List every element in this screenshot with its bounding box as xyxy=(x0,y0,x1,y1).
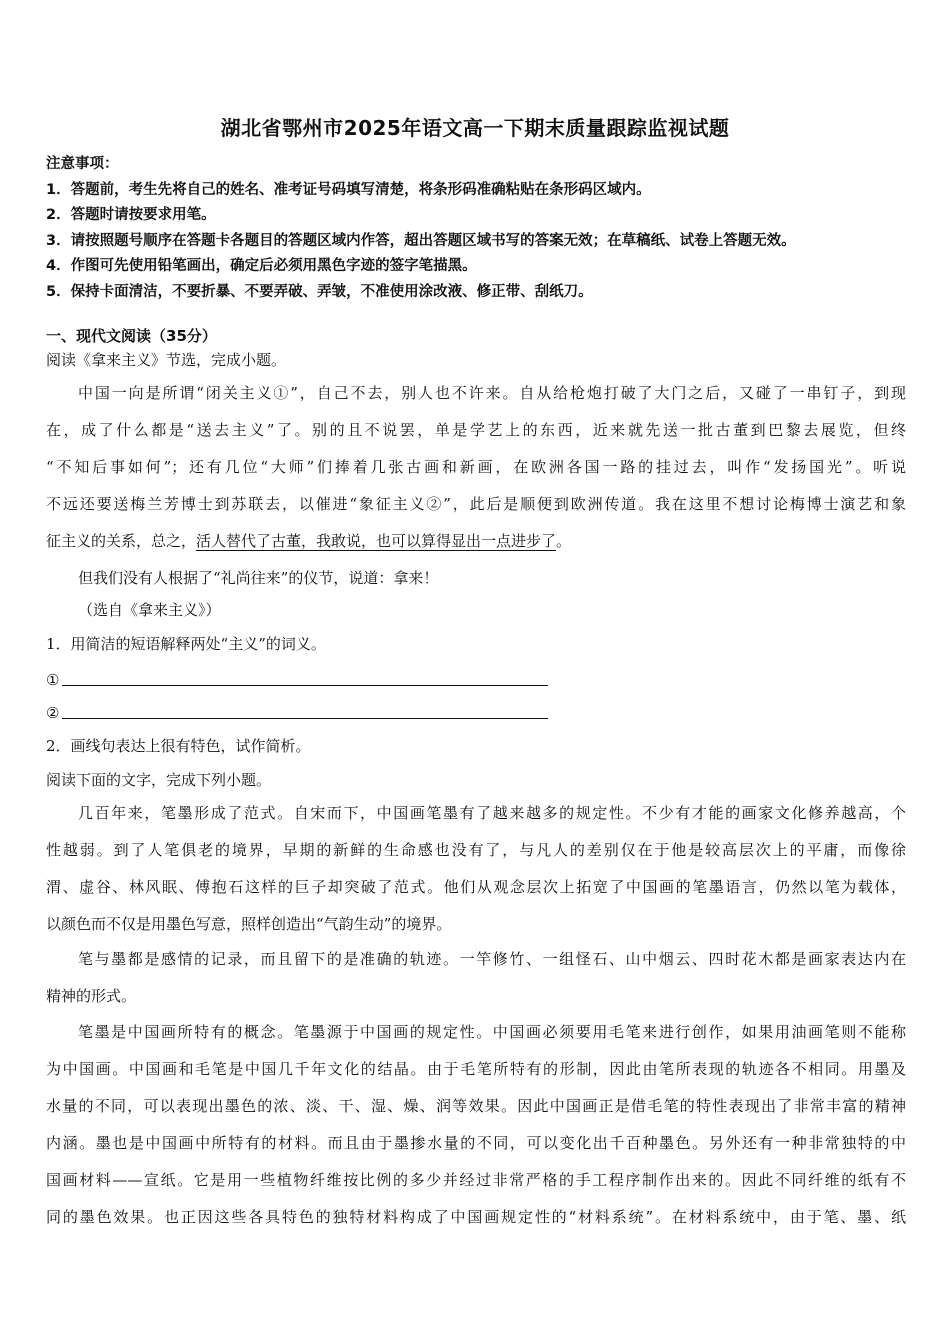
reading-intro: 阅读《拿来主义》节选，完成小题。 xyxy=(46,351,287,369)
passage-line: 中国一向是所谓“闭关主义①”，自己不去，别人也不许来。自从给枪炮打破了大门之后，又碰了一串钉子，到现 xyxy=(78,384,906,402)
section-heading: 一、现代文阅读（35分） xyxy=(46,327,217,345)
notice-item: 2．答题时请按要求用笔。 xyxy=(46,207,216,223)
passage-line: 为中国画。中国画和毛笔是中国几千年文化的结晶。由于毛笔所特有的形制，因此由笔所表现的轨迹各不相同。用墨及 xyxy=(46,1060,906,1078)
passage-line: 笔与墨都是感情的记录，而且留下的是准确的轨迹。一竿修竹、一组怪石、山中烟云、四时花木都是画家表达内在 xyxy=(78,950,906,968)
answer-blank-2[interactable] xyxy=(62,718,548,719)
answer-label: ② xyxy=(46,704,60,722)
passage-paragraph xyxy=(46,1014,906,1236)
underlined-sentence: 活人替代了古董，我敢说，也可以算得显出一点进步了 xyxy=(196,532,557,550)
page-title: 湖北省鄂州市2025年语文高一下期末质量跟踪监视试题 xyxy=(220,116,730,140)
passage-line: “不知后事如何”；还有几位“大师”们捧着几张古画和新画，在欧洲各国一路的挂过去，叫作“发扬国光”。听说 xyxy=(46,458,906,476)
passage-text: 征主义的关系，总之， xyxy=(46,532,197,550)
passage-line: 以颜色而不仅是用墨色写意，照样创造出“气韵生动”的境界。 xyxy=(46,915,452,933)
passage-line: 内涵。墨也是中国画中所特有的材料。而且由于墨掺水量的不同，可以变化出千百种墨色。另外还有一种非常独特的中 xyxy=(46,1134,906,1152)
notice-item: 5．保持卡面清洁，不要折暴、不要弄破、弄皱，不准使用涂改液、修正带、刮纸刀。 xyxy=(46,283,593,300)
passage-line: 国画材料——宣纸。它是用一些植物纤维按比例的多少并经过非常严格的手工程序制作出来的。因此不同纤维的纸有不 xyxy=(46,1171,906,1189)
notice-block xyxy=(46,152,916,305)
passage-line: 但我们没有人根据了“礼尚往来”的仪节，说道：拿来！ xyxy=(78,569,439,587)
passage-line: 同的墨色效果。也正因这些各具特色的独特材料构成了中国画规定性的“材料系统”。在材料系统中，由于笔、墨、纸 xyxy=(46,1208,906,1226)
source-note: （选自《拿来主义》） xyxy=(78,601,221,619)
passage-line: 精神的形式。 xyxy=(46,987,137,1005)
passage-line: 几百年来，笔墨形成了范式。自宋而下，中国画笔墨有了越来越多的规定性。不少有才能的画家文化修养越高，个 xyxy=(78,804,906,822)
passage-excerpt xyxy=(46,375,906,560)
answer-blank-1[interactable] xyxy=(62,685,548,686)
passage-line: 水量的不同，可以表现出墨色的浓、淡、干、湿、燥、润等效果。因此中国画正是借毛笔的特性表现出了非常丰富的精神 xyxy=(46,1097,906,1115)
reading-intro: 阅读下面的文字，完成下列小题。 xyxy=(46,771,272,789)
notice-item: 4．作图可先使用铅笔画出，确定后必须用黑色字迹的签字笔描黑。 xyxy=(46,258,477,274)
passage-line: 笔墨是中国画所特有的概念。笔墨源于中国画的规定性。中国画必须要用毛笔来进行创作，如果用油画笔则不能称 xyxy=(78,1023,906,1041)
answer-label: ① xyxy=(46,671,60,689)
passage-line xyxy=(46,523,906,560)
notice-item: 1．答题前，考生先将自己的姓名、准考证号码填写清楚，将条形码准确粘贴在条形码区域内。 xyxy=(46,181,651,198)
question-2: 2．画线句表达上很有特色，试作简析。 xyxy=(46,737,311,755)
passage-text: 。 xyxy=(556,532,572,550)
passage-paragraph xyxy=(46,941,906,1015)
question-1: 1．用简洁的短语解释两处“主义”的词义。 xyxy=(46,635,326,653)
notice-heading: 注意事项： xyxy=(46,156,119,172)
passage-line: 性越弱。到了人笔俱老的境界，早期的新鲜的生命感也没有了，与凡人的差别仅在于他是较高层次上的平庸，而像徐 xyxy=(46,841,906,859)
passage-line: 渭、虚谷、林风眠、傅抱石这样的巨子却突破了范式。他们从观念层次上拓宽了中国画的笔墨语言，仍然以笔为载体， xyxy=(46,878,906,896)
passage-line: 在，成了什么都是“送去主义”了。别的且不说罢，单是学艺上的东西，近来就先送一批古董到巴黎去展览，但终 xyxy=(46,421,906,439)
notice-item: 3．请按照题号顺序在答题卡各题目的答题区域内作答，超出答题区域书写的答案无效；在草稿纸、试卷上答题无效。 xyxy=(46,232,796,249)
passage-line: 不远还要送梅兰芳博士到苏联去，以催进“象征主义②”，此后是顺便到欧洲传道。我在这里不想讨论梅博士演艺和象 xyxy=(46,495,906,513)
passage-paragraph xyxy=(46,795,906,943)
